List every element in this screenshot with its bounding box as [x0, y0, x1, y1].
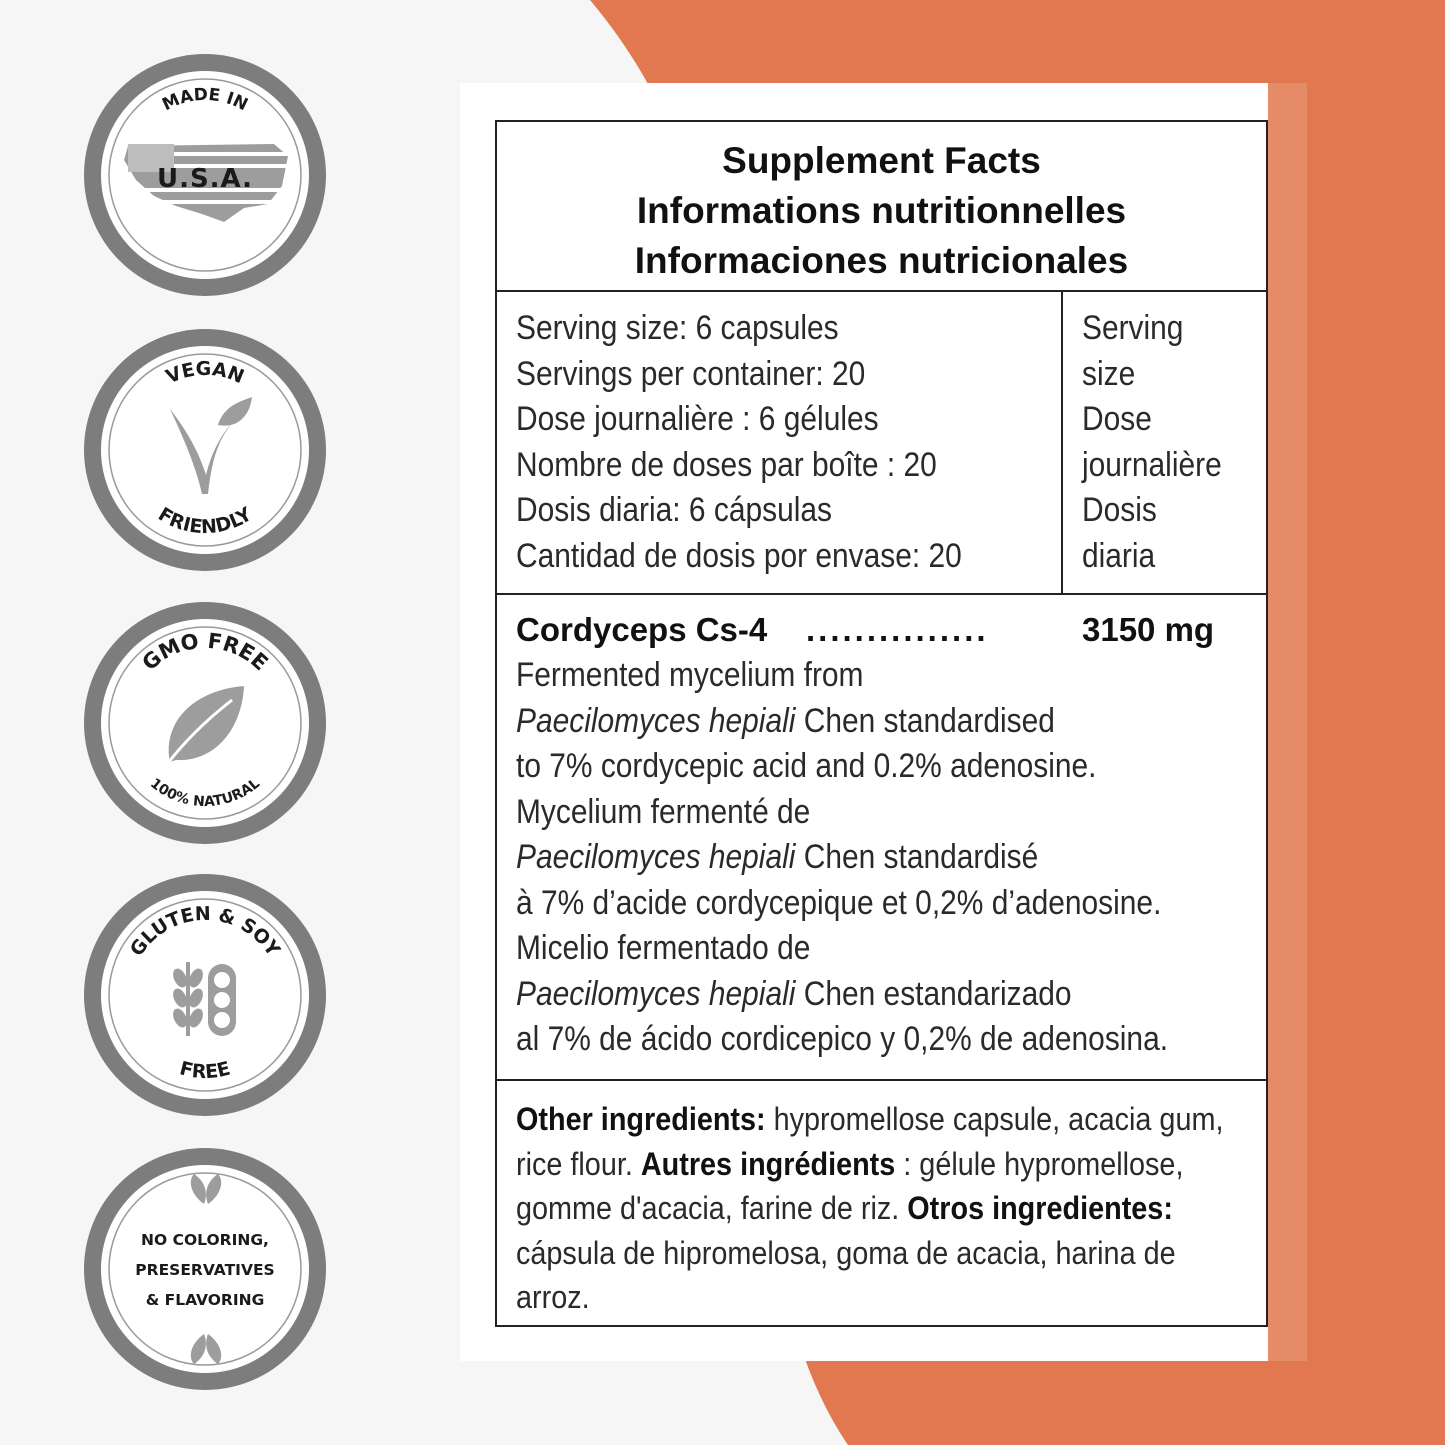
serving-col-line: Serving: [1082, 309, 1184, 347]
other-ingredients: [497, 1081, 1266, 1327]
serving-info: [497, 292, 1266, 595]
ingredient-amount: 3150 mg: [1082, 611, 1215, 648]
serving-col-line: Dose: [1082, 400, 1152, 438]
badge-bottom-text: 100% NATURAL: [147, 775, 263, 811]
serving-line: Serving size: 6 capsules: [516, 309, 839, 347]
serving-line: Dose journalière : 6 gélules: [516, 400, 879, 438]
badge-made-in-usa: [84, 54, 326, 296]
serving-col-line: size: [1082, 354, 1136, 393]
serving-line: Cantidad de dosis por envase: 20: [516, 536, 962, 575]
ingredient-dots: ...............: [806, 611, 989, 648]
badge-top-text: GMO FREE: [137, 628, 273, 676]
serving-col-line: Dosis: [1082, 491, 1157, 529]
supplement-facts-label: [495, 120, 1268, 1327]
badge-bottom-text: FREE: [177, 1057, 233, 1084]
badge-line-1: NO COLORING,: [141, 1231, 269, 1249]
ingredient-name: Cordyceps Cs-4: [516, 611, 768, 648]
ingredient-section: [497, 595, 1266, 1081]
ingredient-desc-line: Paecilomyces hepiali Chen standardised: [516, 701, 1055, 740]
badge-gmo-free: [84, 602, 326, 844]
serving-info-right: [1063, 292, 1268, 579]
title-line-en: Supplement Facts: [722, 140, 1041, 181]
serving-line: Servings per container: 20: [516, 354, 866, 393]
ingredient-header: [516, 607, 1266, 653]
serving-col-line: diaria: [1082, 536, 1156, 575]
title-line-es: Informaciones nutricionales: [634, 240, 1129, 281]
badge-center-text: U.S.A.: [156, 164, 254, 194]
badge-no-coloring: [84, 1148, 326, 1390]
title-line-fr: Informations nutritionnelles: [636, 190, 1127, 231]
ingredient-desc-line: Micelio fermentado de: [516, 929, 811, 967]
ingredient-desc-line: Mycelium fermenté de: [516, 792, 811, 831]
ingredient-desc-line: Paecilomyces hepiali Chen estandarizado: [516, 974, 1072, 1013]
ingredient-desc-line: à 7% d’acide cordycepique et 0,2% d’adenosine.: [516, 883, 1162, 922]
badge-bottom-text: FRIENDLY: [154, 503, 256, 539]
svg-text:FREE: [177, 1057, 232, 1083]
badge-line-3: & FLAVORING: [145, 1291, 265, 1309]
ingredient-desc-line: al 7% de ácido cordicepico y 0,2% de adenosina.: [516, 1020, 1169, 1058]
other-ingredients-text: Other ingredients: hypromellose capsule, acacia gum, rice flour. Autres ingrédients : gélule hypromellose, gomme d'acacia, farine de riz. Otros ingredientes: cápsula de hipromelosa, goma de acacia, harina de arroz.: [516, 1101, 1224, 1315]
ingredient-desc-line: to 7% cordycepic acid and 0.2% adenosine.: [516, 747, 1097, 785]
badge-top-text: MADE IN: [159, 84, 251, 116]
serving-line: Dosis diaria: 6 cápsulas: [516, 491, 832, 529]
serving-col-line: journalière: [1082, 445, 1222, 484]
panel-orange-edge: [1268, 83, 1307, 1361]
ingredient-desc-line: Fermented mycelium from: [516, 656, 864, 694]
badge-top-text: GLUTEN & SOY: [125, 902, 285, 961]
badge-line-2: PRESERVATIVES: [135, 1261, 275, 1279]
serving-info-left: [497, 292, 1063, 593]
ingredient-desc-line: Paecilomyces hepiali Chen standardisé: [516, 838, 1039, 876]
badge-vegan-friendly: [84, 329, 326, 571]
serving-line: Nombre de doses par boîte : 20: [516, 445, 937, 484]
badge-top-text: VEGAN: [162, 357, 248, 389]
facts-title: [497, 122, 1266, 292]
badge-gluten-soy-free: [84, 874, 326, 1116]
